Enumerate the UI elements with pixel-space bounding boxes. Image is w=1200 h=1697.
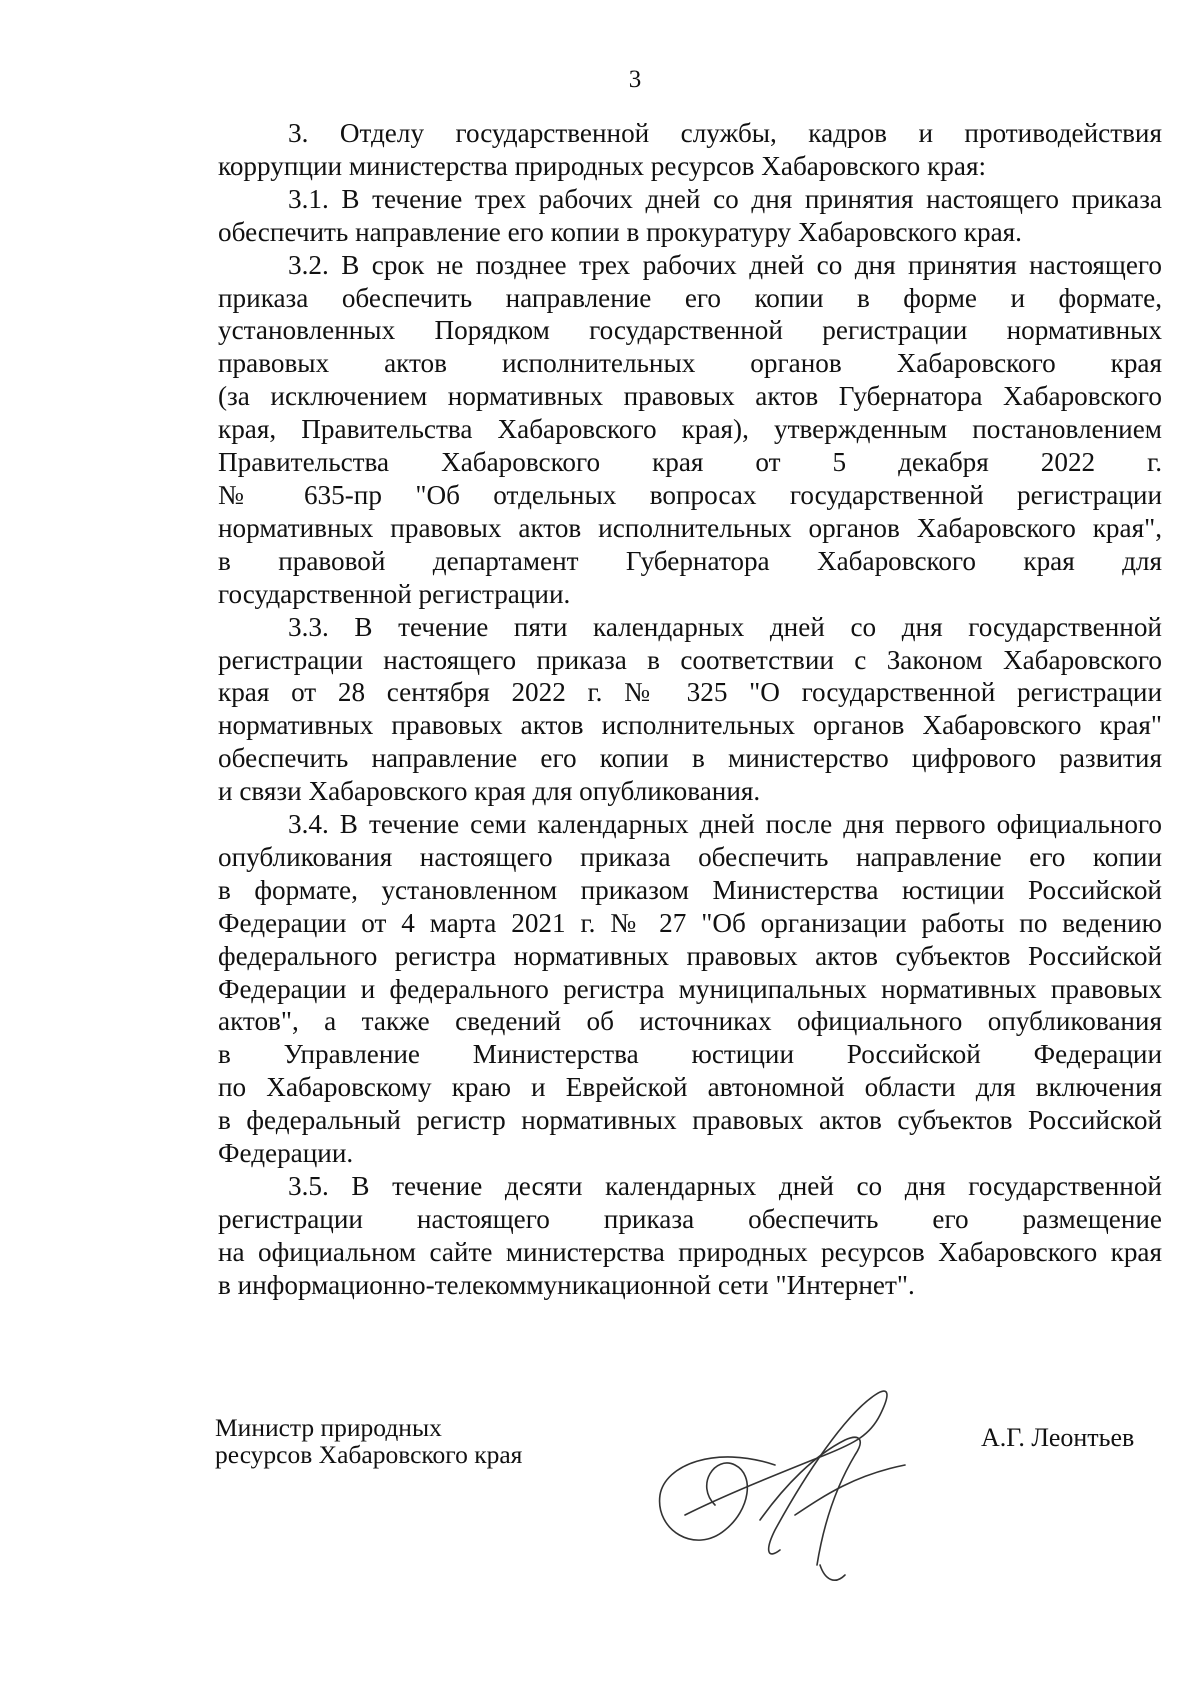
signatory-title-line: Министр природных <box>215 1413 442 1442</box>
signatory-name: А.Г. Леонтьев <box>981 1423 1135 1452</box>
text-line: в федеральный регистр нормативных правовых актов субъектов Российской <box>218 1105 1162 1136</box>
paragraph-p3-4 <box>218 808 1162 1170</box>
text-line: регистрации настоящего приказа в соответствии с Законом Хабаровского <box>218 644 1162 675</box>
text-line: государственной регистрации. <box>218 578 571 609</box>
text-line: в правовой департамент Губернатора Хабаровского края для <box>218 545 1162 576</box>
document-body <box>218 117 1162 1302</box>
text-line: в информационно-телекоммуникационной сети "Интернет". <box>218 1269 915 1300</box>
text-line: Федерации и федерального регистра муниципальных нормативных правовых <box>218 973 1162 1004</box>
text-line: 3.5. В течение десяти календарных дней со дня государственной <box>288 1171 1162 1201</box>
text-line: 3.3. В течение пяти календарных дней со дня государственной <box>288 611 1162 642</box>
text-line: обеспечить направление его копии в прокуратуру Хабаровского края. <box>218 216 1022 247</box>
text-line: края, Правительства Хабаровского края), утвержденным постановлением <box>218 414 1162 445</box>
text-line: приказа обеспечить направление его копии в форме и формате, <box>218 282 1162 313</box>
text-line: обеспечить направление его копии в министерство цифрового развития <box>218 743 1162 774</box>
text-line: и связи Хабаровского края для опубликования. <box>218 776 761 807</box>
paragraph-p3-2 <box>218 249 1162 611</box>
text-line: 3.1. В течение трех рабочих дней со дня принятия настоящего приказа <box>288 183 1162 214</box>
text-line: на официальном сайте министерства природных ресурсов Хабаровского края <box>218 1236 1162 1267</box>
signatory-title <box>215 1414 522 1468</box>
text-line: 3. Отделу государственной службы, кадров и противодействия <box>288 118 1162 148</box>
paragraph-p3-3 <box>218 611 1162 808</box>
text-line: правовых актов исполнительных органов Хабаровского края <box>218 348 1162 379</box>
text-line: (за исключением нормативных правовых актов Губернатора Хабаровского <box>218 381 1162 412</box>
paragraph-p3-5 <box>218 1170 1162 1302</box>
text-line: нормативных правовых актов исполнительных органов Хабаровского края" <box>218 710 1162 741</box>
text-line: Правительства Хабаровского края от 5 декабря 2022 г. <box>218 447 1162 478</box>
text-line: Федерации от 4 марта 2021 г. № 27 "Об организации работы по ведению <box>218 907 1162 938</box>
text-line: 3.4. В течение семи календарных дней после дня первого официального <box>288 809 1162 840</box>
text-line: федерального регистра нормативных правовых актов субъектов Российской <box>218 940 1162 971</box>
text-line: опубликования настоящего приказа обеспечить направление его копии <box>218 841 1162 872</box>
text-line: актов", а также сведений об источниках официального опубликования <box>218 1006 1162 1037</box>
text-line: № 635-пр "Об отдельных вопросах государственной регистрации <box>218 479 1162 510</box>
text-line: по Хабаровскому краю и Еврейской автономной области для включения <box>218 1072 1162 1103</box>
text-line: в Управление Министерства юстиции Российской Федерации <box>218 1039 1162 1070</box>
text-line: Федерации. <box>218 1138 354 1169</box>
text-line: в формате, установленном приказом Министерства юстиции Российской <box>218 874 1162 905</box>
page-number: 3 <box>628 66 642 93</box>
text-line: нормативных правовых актов исполнительных органов Хабаровского края", <box>218 512 1162 543</box>
paragraph-p3 <box>218 117 1162 183</box>
handwritten-signature <box>655 1355 915 1595</box>
text-line: 3.2. В срок не позднее трех рабочих дней со дня принятия настоящего <box>288 249 1162 280</box>
text-line: регистрации настоящего приказа обеспечить его размещение <box>218 1203 1162 1234</box>
paragraph-p3-1 <box>218 183 1162 249</box>
text-line: коррупции министерства природных ресурсов Хабаровского края: <box>218 150 987 181</box>
text-line: края от 28 сентября 2022 г. № 325 "О государственной регистрации <box>218 677 1162 708</box>
signatory-title-line: ресурсов Хабаровского края <box>215 1440 523 1469</box>
text-line: установленных Порядком государственной регистрации нормативных <box>218 315 1162 346</box>
